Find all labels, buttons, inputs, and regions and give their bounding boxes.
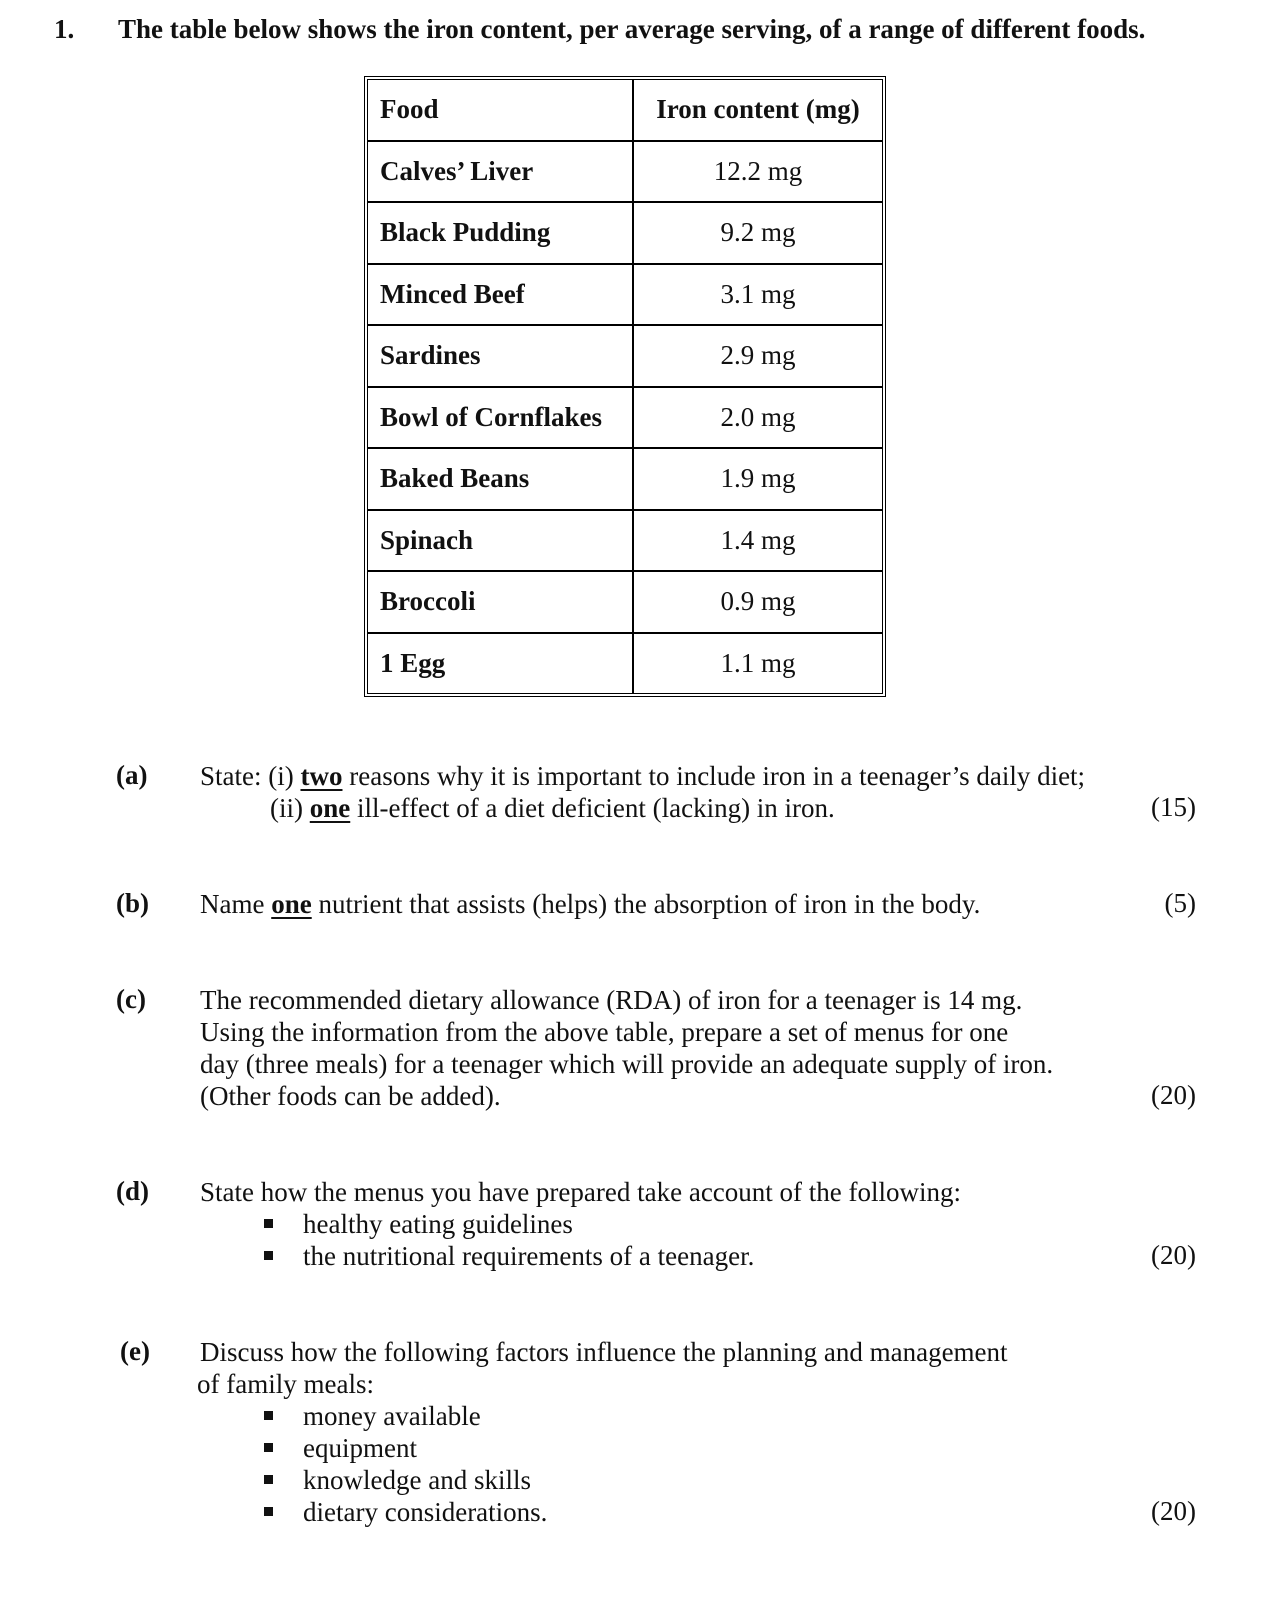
- part-e-label: (e): [120, 1336, 150, 1366]
- part-e-bullet: [264, 1400, 481, 1432]
- bullet-square-icon: [264, 1507, 273, 1516]
- iron-value: 0.9 mg: [633, 571, 883, 633]
- part-b-pre: Name: [200, 889, 272, 919]
- iron-value: 1.1 mg: [633, 633, 883, 695]
- part-d-bullet: [264, 1240, 754, 1272]
- food-name: Spinach: [367, 510, 633, 572]
- part-c-label: (c): [116, 984, 146, 1014]
- part-b-emphasis-one: one: [271, 889, 312, 919]
- part-a-label: (a): [116, 760, 148, 790]
- header-iron-content: Iron content (mg): [633, 79, 883, 141]
- part-e-bullet: [264, 1432, 417, 1464]
- bullet-square-icon: [264, 1411, 273, 1420]
- bullet-text: the nutritional requirements of a teenager.: [303, 1241, 755, 1271]
- iron-content-table: [364, 76, 886, 697]
- part-a-line2-pre: (ii): [270, 793, 310, 823]
- bullet-square-icon: [264, 1475, 273, 1484]
- table-row: [367, 325, 883, 387]
- part-a-line1-post: reasons why it is important to include iron in a teenager’s daily diet;: [342, 761, 1086, 791]
- food-name: Sardines: [367, 325, 633, 387]
- iron-value: 2.9 mg: [633, 325, 883, 387]
- iron-value: 2.0 mg: [633, 387, 883, 449]
- part-c-line: The recommended dietary allowance (RDA) of iron for a teenager is 14 mg.: [200, 985, 1023, 1015]
- part-a-emphasis-two: two: [300, 761, 343, 791]
- part-a-line2: [270, 792, 835, 824]
- table-row: [367, 141, 883, 203]
- part-b-label: (b): [116, 888, 149, 918]
- food-name: 1 Egg: [367, 633, 633, 695]
- part-a-line1: [200, 760, 1085, 792]
- question-intro: The table below shows the iron content, per average serving, of a range of different foods.: [118, 14, 1146, 44]
- bullet-text: money available: [303, 1401, 481, 1431]
- part-b-post: nutrient that assists (helps) the absorption of iron in the body.: [311, 889, 981, 919]
- part-a-marks: (15): [1151, 792, 1196, 822]
- part-d-marks: (20): [1151, 1240, 1196, 1270]
- part-c-line: day (three meals) for a teenager which will provide an adequate supply of iron.: [200, 1049, 1054, 1079]
- food-name: Black Pudding: [367, 202, 633, 264]
- part-a-emphasis-one: one: [309, 793, 351, 823]
- table-header-row: [367, 79, 883, 141]
- part-a-line1-pre: State: (i): [200, 761, 301, 791]
- iron-value: 1.4 mg: [633, 510, 883, 572]
- question-number: 1.: [54, 14, 75, 44]
- part-e-line: of family meals:: [197, 1369, 374, 1399]
- part-a-line2-post: ill-effect of a diet deficient (lacking) in iron.: [350, 793, 835, 823]
- bullet-square-icon: [264, 1443, 273, 1452]
- table-row: [367, 633, 883, 695]
- part-d-bullet: [264, 1208, 573, 1240]
- part-c-line: (Other foods can be added).: [200, 1081, 501, 1111]
- table-row: [367, 387, 883, 449]
- table-row: [367, 571, 883, 633]
- food-name: Calves’ Liver: [367, 141, 633, 203]
- bullet-text: healthy eating guidelines: [303, 1209, 573, 1239]
- part-e-bullet: [264, 1496, 547, 1528]
- part-e-line: Discuss how the following factors influence the planning and management: [200, 1337, 1008, 1367]
- header-food: Food: [367, 79, 633, 141]
- food-name: Bowl of Cornflakes: [367, 387, 633, 449]
- part-c-marks: (20): [1151, 1080, 1196, 1110]
- iron-value: 9.2 mg: [633, 202, 883, 264]
- bullet-square-icon: [264, 1251, 273, 1260]
- food-name: Broccoli: [367, 571, 633, 633]
- iron-value: 1.9 mg: [633, 448, 883, 510]
- bullet-square-icon: [264, 1219, 273, 1228]
- bullet-text: dietary considerations.: [303, 1497, 548, 1527]
- part-b-text: [200, 888, 980, 920]
- table-row: [367, 202, 883, 264]
- table-row: [367, 448, 883, 510]
- bullet-text: knowledge and skills: [303, 1465, 531, 1495]
- iron-value: 12.2 mg: [633, 141, 883, 203]
- bullet-text: equipment: [303, 1433, 417, 1463]
- iron-value: 3.1 mg: [633, 264, 883, 326]
- part-c-line: Using the information from the above table, prepare a set of menus for one: [200, 1017, 1009, 1047]
- food-name: Minced Beef: [367, 264, 633, 326]
- food-name: Baked Beans: [367, 448, 633, 510]
- table-row: [367, 510, 883, 572]
- part-b-marks: (5): [1164, 888, 1196, 918]
- part-d-label: (d): [116, 1176, 149, 1206]
- table-row: [367, 264, 883, 326]
- part-d-line: State how the menus you have prepared take account of the following:: [200, 1177, 962, 1207]
- part-e-marks: (20): [1151, 1496, 1196, 1526]
- part-e-bullet: [264, 1464, 531, 1496]
